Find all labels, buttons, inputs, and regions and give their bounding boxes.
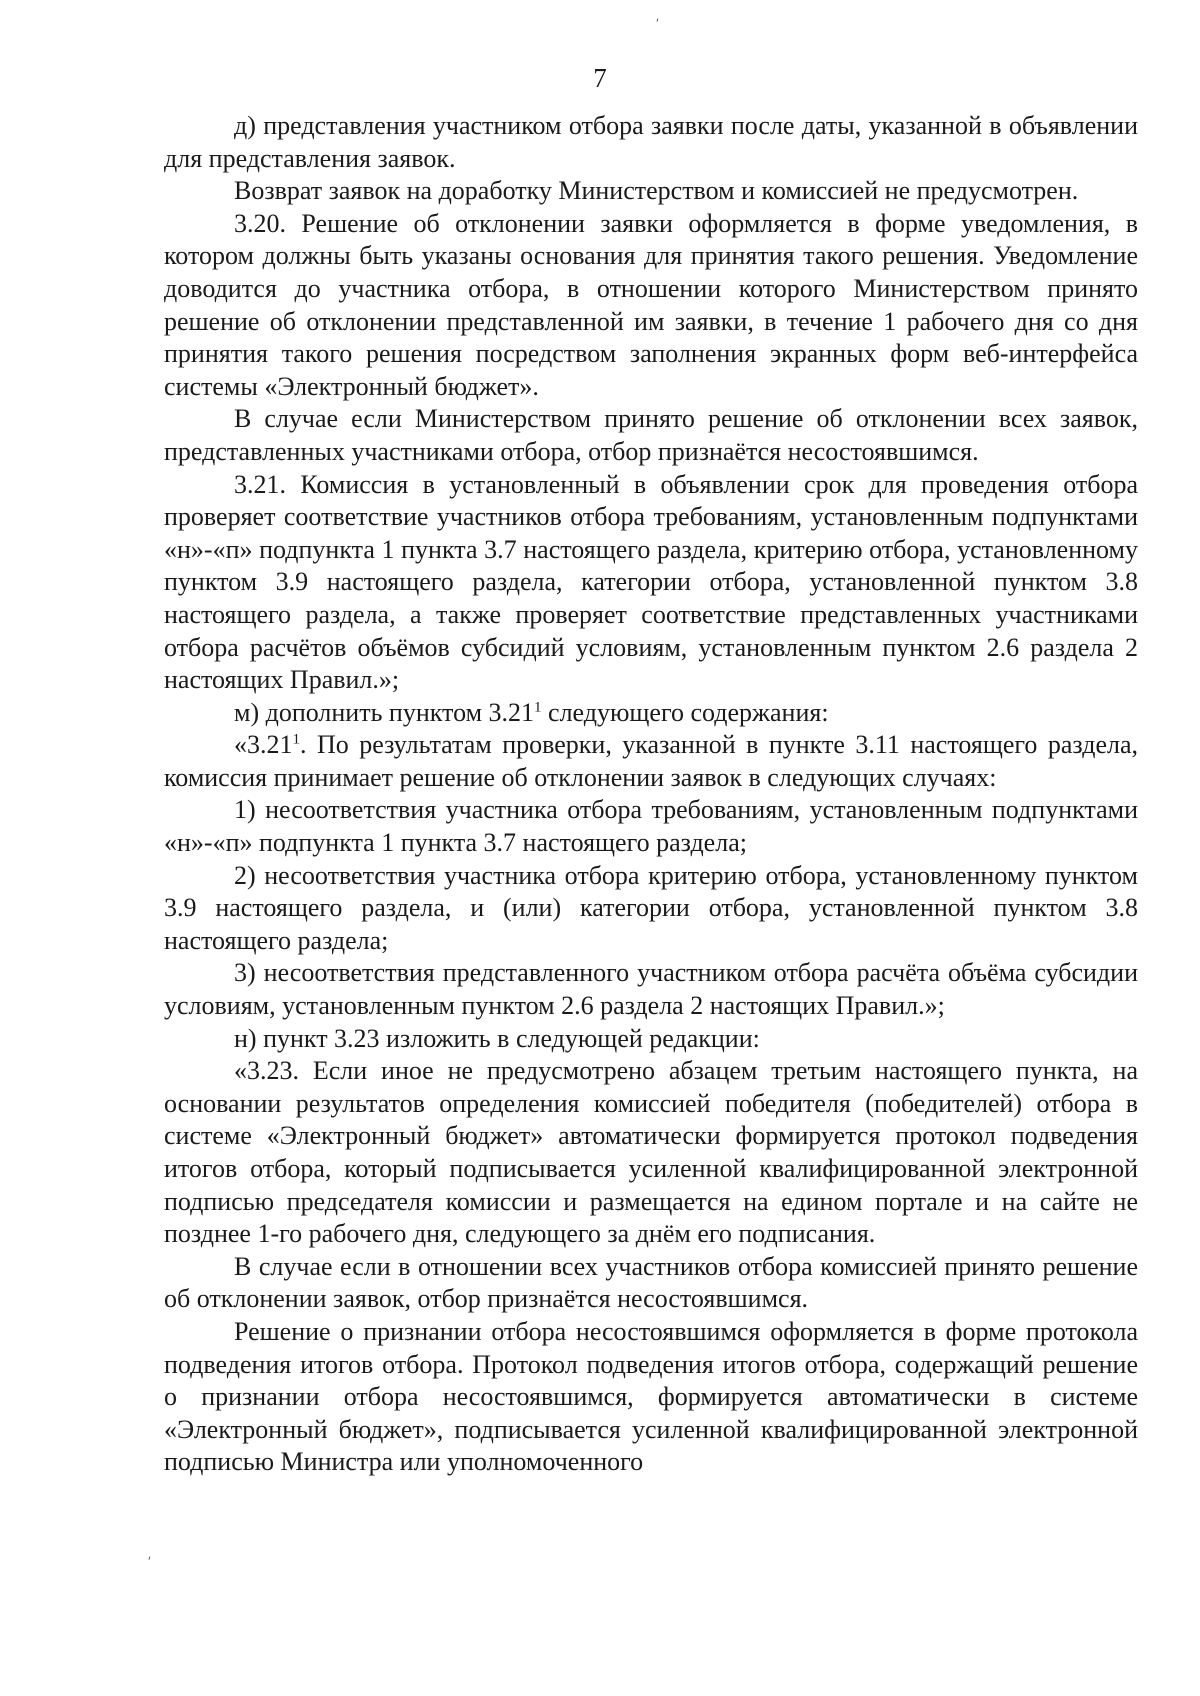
list-item-3: 3) несоответствия представленного участником отбора расчёта объёма субсидии условиям, установленным пунктом 2.6 раздела 2 настоящих Правил.»; xyxy=(164,958,1138,1021)
paragraph-3-21: 3.21. Комиссия в установленный в объявлении срок для проведения отбора проверяет соответствие участников отбора требованиям, установленным подпунктами «н»-«п» подпункта 1 пункта 3.7 настоящего раздела, критерию отбора, установленному пунктом 3.9 настоящего раздела, категории отбора, установленной пунктом 3.8 настоящего раздела, а также проверяет соответствие представленных участниками отбора расчётов объёмов субсидий условиям, установленным пунктом 2.6 раздела 2 настоящих Правил.»; xyxy=(164,469,1138,695)
paragraph-all-rejected-commission: В случае если в отношении всех участников отбора комиссией принято решение об отклонении заявок, отбор признаётся несостоявшимся. xyxy=(164,1251,1138,1314)
list-item-1: 1) несоответствия участника отбора требованиям, установленным подпунктами «н»-«п» подпункта 1 пункта 3.7 настоящего раздела; xyxy=(164,795,1138,858)
paragraph-protocol-failed-selection: Решение о признании отбора несостоявшимся оформляется в форме протокола подведения итогов отбора. Протокол подведения итогов отбора, содержащий решение о признании отбора несостоявшимся, формируется автоматически в системе «Электронный бюджет», подписывается усиленной квалифицированной электронной подписью Министра или уполномоченного xyxy=(164,1316,1138,1477)
paragraph-all-rejected-ministry: В случае если Министерством принято решение об отклонении всех заявок, представленных участниками отбора, отбор признаётся несостоявшимся. xyxy=(164,404,1138,466)
list-item-2: 2) несоответствия участника отбора критерию отбора, установленному пунктом 3.9 настоящего раздела, и (или) категории отбора, установленной пунктом 3.8 настоящего раздела; xyxy=(164,860,1138,955)
paragraph-3-21-1-end: . По результатам проверки, указанной в пункте 3.11 настоящего раздела, комиссия принимает решение об отклонении заявок в следующих случаях: xyxy=(164,730,1138,792)
superscript-1: 1 xyxy=(534,699,542,716)
document-body xyxy=(164,110,1138,1479)
paragraph-m-text-end: следующего содержания: xyxy=(541,697,829,727)
paragraph-m-text-start: м) дополнить пунктом 3.21 xyxy=(234,697,535,727)
paragraph-3-21-1-start: «3.21 xyxy=(234,730,293,760)
paragraph-3-23: «3.23. Если иное не предусмотрено абзацем третьим настоящего пункта, на основании результатов определения комиссией победителя (победителей) отбора в системе «Электронный бюджет» автоматически формируется протокол подведения итогов отбора, который подписывается усиленной квалифицированной электронной подписью председателя комиссии и размещается на едином портале и на сайте не позднее 1-го рабочего дня, следующего за днём его подписания. xyxy=(164,1056,1138,1249)
scan-mark-bottom: ʹ xyxy=(148,1555,152,1570)
page-number: 7 xyxy=(593,63,607,93)
superscript-1: 1 xyxy=(292,731,300,748)
paragraph-3-20: 3.20. Решение об отклонении заявки оформляется в форме уведомления, в котором должны быть указаны основания для принятия такого решения. Уведомление доводится до участника отбора, в отношении которого Министерством принято решение об отклонении представленной им заявки, в течение 1 рабочего дня со дня принятия такого решения посредством заполнения экранных форм веб-интерфейса системы «Электронный бюджет». xyxy=(164,208,1138,401)
paragraph-no-return: Возврат заявок на доработку Министерством и комиссией не предусмотрен. xyxy=(234,176,1079,206)
paragraph-m-add-point xyxy=(164,697,1138,730)
paragraph-d-late-submission: д) представления участником отбора заявки после даты, указанной в объявлении для представления заявок. xyxy=(164,111,1138,173)
scan-mark-top: ʹ xyxy=(656,17,660,32)
paragraph-3-21-1 xyxy=(164,729,1138,794)
paragraph-n-point-3-23: н) пункт 3.23 изложить в следующей редакции: xyxy=(234,1023,760,1053)
